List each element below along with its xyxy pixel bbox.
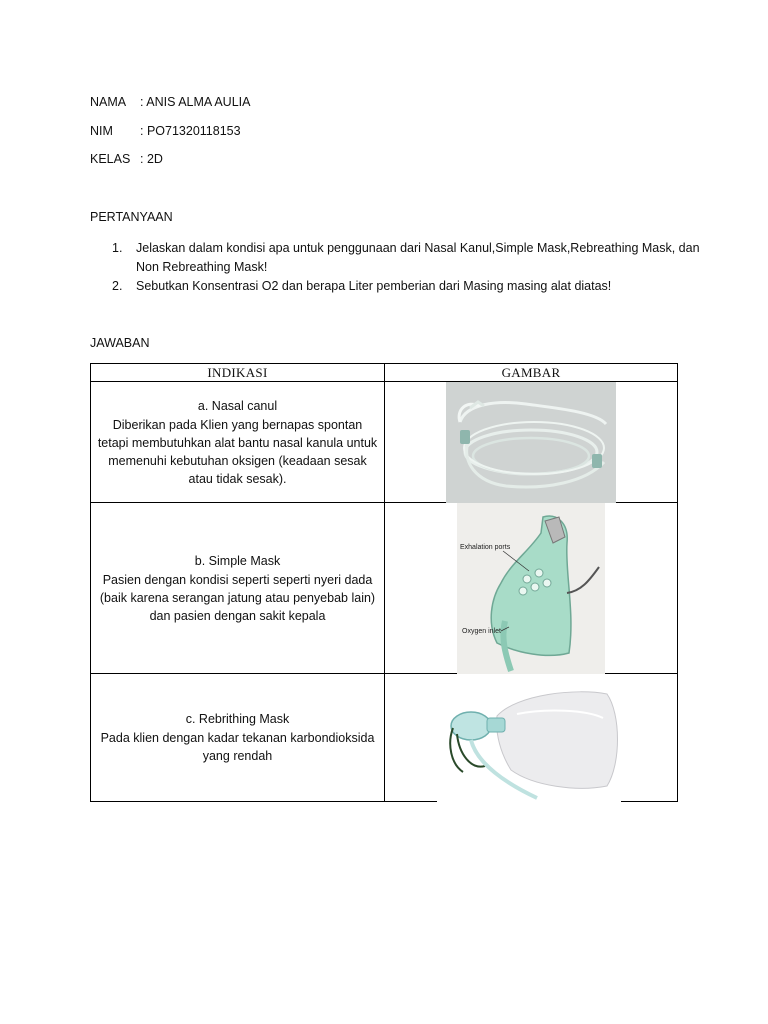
question-item [112,239,702,277]
column-header-indikasi: INDIKASI [91,364,385,382]
name-line [90,95,250,109]
simple-mask-image [457,503,605,674]
name-label: NAMA [90,95,127,109]
table-header-row [91,364,678,382]
table-row [91,382,678,503]
nasal-cannula-image [446,382,616,503]
nim-line [90,124,241,138]
item-description: Pada klien dengan kadar tekanan karbondioksida yang rendah [100,731,375,763]
answers-table [90,363,678,802]
oxygen-inlet-label: Oxygen inlet [462,628,501,635]
image-cell [385,382,678,503]
item-description: Diberikan pada Klien yang bernapas spontan tetapi membutuhkan alat bantu nasal kanula untuk memenuhi kebutuhan oksigen (keadaan sesak atau tidak sesak). [97,417,378,486]
item-description: Pasien dengan kondisi seperti seperti nyeri dada (baik karena serangan jatung atau penyebab lain) dan pasien dengan sakit kepala [99,572,376,623]
nim-label: NIM [90,124,113,138]
image-cell [385,503,678,674]
questions-list [112,239,702,296]
class-label: KELAS [90,152,131,166]
item-title: c. Rebrithing Mask [185,712,290,726]
answers-title: JAWABAN [90,336,150,350]
indication-cell [91,382,385,503]
exhalation-ports-label: Exhalation ports [460,544,511,551]
question-text: Sebutkan Konsentrasi O2 dan berapa Liter pemberian dari Masing masing alat diatas! [136,279,612,293]
question-text: Jelaskan dalam kondisi apa untuk penggunaan dari Nasal Kanul,Simple Mask,Rebreathing Mask, dan Non Rebreathing Mask! [136,241,700,274]
item-title: a. Nasal canul [197,398,278,413]
indication-cell [91,674,385,802]
rebreathing-mask-image [437,674,621,802]
question-number: 2. [112,279,123,293]
indication-cell [91,503,385,674]
table-row [91,503,678,674]
name-value: : ANIS ALMA AULIA [140,95,251,109]
table-row [91,674,678,802]
class-line [90,152,163,166]
question-item [112,277,702,296]
nim-value: : PO71320118153 [140,124,241,138]
questions-title: PERTANYAAN [90,210,173,224]
question-number: 1. [112,241,123,255]
class-value: : 2D [140,152,163,166]
item-title: b. Simple Mask [194,553,281,568]
image-cell [385,674,678,802]
column-header-gambar: GAMBAR [385,364,678,382]
